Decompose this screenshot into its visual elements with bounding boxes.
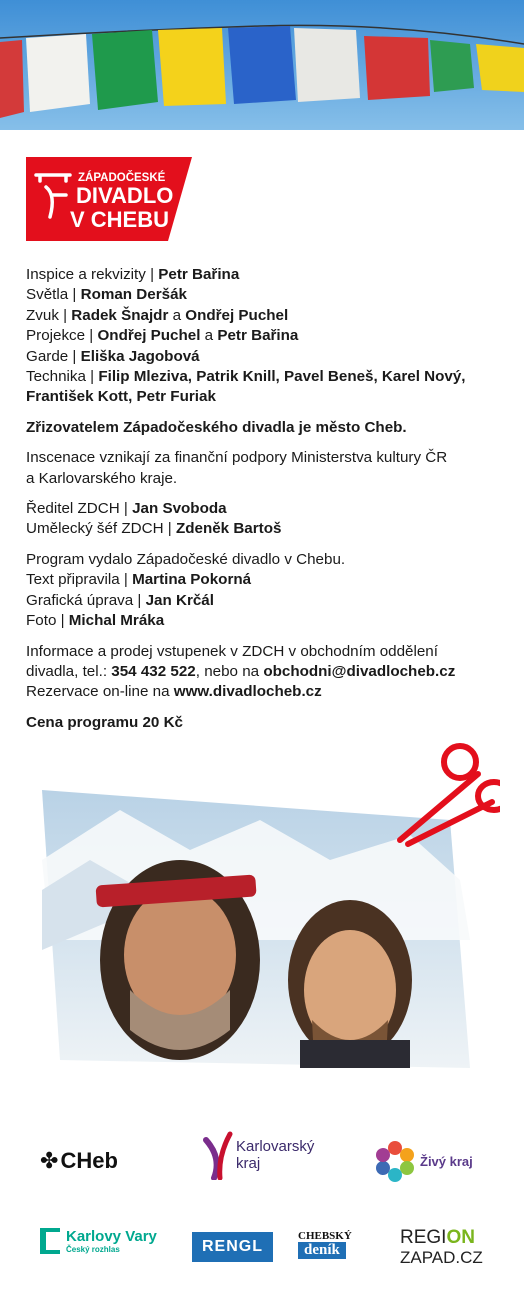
info-line-1: Informace a prodej vstupenek v ZDCH v obchodním oddělení <box>26 642 438 660</box>
karlovarsky-kraj-logo: Karlovarský kraj <box>200 1130 314 1180</box>
phone-number: 354 432 522 <box>111 662 196 680</box>
theatre-logo-graphic <box>26 157 192 241</box>
credit-zvuk: Zvuk | Radek Šnajdr a Ondřej Puchel <box>26 306 289 324</box>
rozhlas-icon <box>40 1228 60 1254</box>
program-price: Cena programu 20 Kč <box>26 713 183 731</box>
support-note-2: a Karlovarského kraje. <box>26 469 178 487</box>
logo-line1: ZÁPADOČESKÉ <box>78 172 166 184</box>
credit-technika-cont: František Kott, Petr Furiak <box>26 388 216 406</box>
cheb-cross-icon: ✤ <box>40 1148 59 1173</box>
photo-cutout <box>30 740 500 1080</box>
support-note-1: Inscenace vznikají za finanční podpory Ministerstva kultury ČR <box>26 449 448 467</box>
credits-block <box>26 265 506 733</box>
climbers-photo <box>30 740 500 1080</box>
chebsky-denik-logo: CHEBSKÝ deník <box>298 1230 352 1258</box>
founder-note: Zřizovatelem Západočeského divadla je město Cheb. <box>26 418 407 436</box>
rozhlas-karlovy-vary-logo: Karlovy Vary Český rozhlas <box>40 1228 157 1254</box>
info-line-2: divadla, tel.: 354 432 522, nebo na obchodni@divadlocheb.cz <box>26 662 456 680</box>
rengl-logo: RENGL <box>192 1232 273 1262</box>
credit-garde: Garde | Eliška Jagobová <box>26 347 200 365</box>
sponsor-logos <box>0 1120 524 1300</box>
email-link[interactable]: obchodni@divadlocheb.cz <box>263 662 456 680</box>
credit-inspice: Inspice a rekvizity | Petr Bařina <box>26 266 240 283</box>
prayer-flags-image <box>0 0 524 130</box>
zivy-kraj-logo: Živý kraj <box>374 1140 473 1182</box>
logo-line2: DIVADLO <box>76 183 174 208</box>
logo-line3: V CHEBU <box>70 207 170 232</box>
credit-photo: Foto | Michal Mráka <box>26 612 165 630</box>
credit-director: Ředitel ZDCH | Jan Svoboda <box>26 500 227 518</box>
credit-technika: Technika | Filip Mleziva, Patrik Knill, Pavel Beneš, Karel Nový, <box>26 368 466 386</box>
prayer-flags-banner <box>0 0 524 130</box>
credit-svetla: Světla | Roman Deršák <box>26 286 187 304</box>
program-publisher: Program vydalo Západočeské divadlo v Chebu. <box>26 550 346 568</box>
regionzapad-logo: REGION ZAPAD.CZ <box>400 1227 483 1267</box>
credit-art-director: Umělecký šéf ZDCH | Zdeněk Bartoš <box>26 520 282 538</box>
credit-graphic: Grafická úprava | Jan Krčál <box>26 591 214 609</box>
website-link[interactable]: www.divadlocheb.cz <box>173 683 322 701</box>
flower-icon <box>374 1140 416 1182</box>
cheb-logo: ✤ CHeb <box>40 1148 118 1173</box>
credit-projekce: Projekce | Ondřej Puchel a Petr Bařina <box>26 327 299 345</box>
karlovarsky-flame-icon <box>200 1130 234 1180</box>
theatre-logo <box>26 157 192 241</box>
credit-text: Text připravila | Martina Pokorná <box>26 571 252 589</box>
reservation-line: Rezervace on-line na www.divadlocheb.cz <box>26 683 322 701</box>
